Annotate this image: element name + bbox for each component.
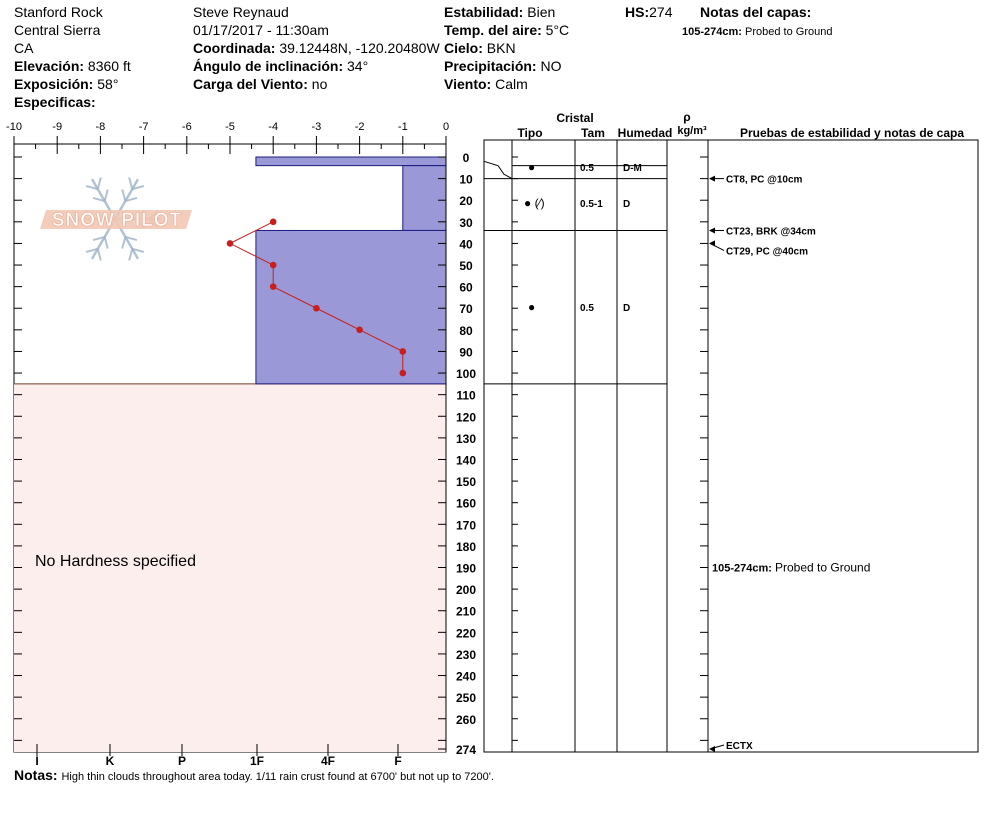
notes-text: High thin clouds throughout area today. 1/11 rain crust found at 6700' but not up to 7200'.: [61, 771, 494, 783]
location-name: Stanford Rock: [14, 4, 103, 20]
notes: [14, 767, 494, 785]
stability-test-label: CT8, PC @10cm: [726, 174, 803, 186]
depth-label: 200: [455, 583, 477, 598]
layer-note-range: 105-274cm:: [682, 26, 742, 38]
precip-label: Precipitación:: [444, 58, 537, 74]
hardness-label: 1F: [249, 754, 265, 768]
windload-label: Carga del Viento:: [193, 76, 308, 92]
depth-label: 110: [456, 388, 476, 403]
sky-label: Cielo:: [444, 40, 483, 56]
windload-value: no: [311, 76, 328, 92]
layer-notes-title: Notas del capas:: [700, 4, 812, 20]
depth-label: 0: [462, 151, 470, 165]
depth-label: 240: [455, 669, 477, 684]
stability-test-label: CT23, BRK @34cm: [726, 226, 816, 238]
temp-tick-label: -10: [6, 121, 22, 133]
header-density-unit: kg/m³: [677, 125, 707, 137]
header-cristal: Cristal: [556, 111, 594, 125]
depth-label: 70: [459, 302, 473, 317]
header-humedad: Humedad: [617, 126, 673, 140]
temp-tick-label: -5: [225, 121, 235, 133]
moisture: D: [623, 303, 631, 314]
temp-tick-label: 0: [442, 121, 450, 133]
stability-test-label: ECTX: [726, 741, 753, 752]
depth-label: 170: [455, 518, 477, 533]
sky-value: BKN: [486, 40, 516, 56]
header-rho: ρ: [683, 110, 691, 124]
notes-label: Notas:: [14, 767, 58, 783]
temp-tick-label: -4: [268, 121, 279, 133]
temperature-point: [270, 219, 277, 226]
depth-label: 20: [459, 194, 473, 209]
state-name: CA: [14, 40, 34, 56]
no-hardness-message: No Hardness specified: [35, 553, 196, 570]
hardness-bar: [403, 166, 446, 231]
hs-value: 274: [649, 4, 673, 20]
precip-value: NO: [540, 58, 562, 74]
depth-label: 120: [455, 410, 477, 425]
depth-label: 50: [459, 259, 473, 274]
depth-label: 10: [459, 172, 473, 187]
layer-details-panel: [484, 110, 978, 752]
layer-note-text: Probed to Ground: [775, 560, 871, 575]
hardness-label: F: [394, 754, 402, 768]
depth-label: 90: [459, 345, 473, 360]
temp-tick-label: -3: [311, 121, 322, 133]
depth-label: 260: [455, 712, 477, 727]
temperature-point: [227, 240, 234, 247]
stability-label: Estabilidad:: [444, 4, 524, 20]
observation-datetime: 01/17/2017 - 11:30am: [193, 22, 329, 38]
temperature-point: [356, 327, 363, 334]
hardness-label: P: [177, 754, 187, 768]
grain-size: 0.5: [580, 163, 594, 174]
temperature-point: [400, 348, 407, 355]
temperature-point: [270, 283, 277, 290]
grain-size: 0.5-1: [580, 199, 603, 210]
header-tam: Tam: [581, 126, 605, 140]
temp-tick-label: -2: [354, 121, 365, 133]
hardness-label: I: [35, 754, 39, 768]
grain-type: ● (⁄): [524, 196, 545, 210]
layer-note-range: 105-274cm:: [712, 562, 775, 575]
elevation-label: Elevación:: [14, 58, 85, 74]
airtemp-label: Temp. del aire:: [444, 22, 542, 38]
depth-label: 160: [455, 496, 477, 511]
airtemp-value: 5°C: [545, 22, 570, 38]
layer-note-text: Probed to Ground: [745, 26, 833, 38]
depth-label: 80: [459, 323, 473, 338]
hardness-label: 4F: [320, 754, 336, 768]
depth-label: 140: [455, 453, 477, 468]
slope-label: Ángulo de inclinación:: [193, 58, 344, 74]
observer-name: Steve Reynaud: [193, 4, 289, 20]
range-name: Central Sierra: [14, 22, 101, 38]
depth-label: 100: [455, 367, 477, 382]
depth-label: 150: [455, 475, 477, 490]
aspect-value: 58°: [97, 76, 119, 92]
moisture: D-M: [623, 163, 642, 174]
depth-label: 250: [455, 691, 477, 706]
header-tests: Pruebas de estabilidad y notas de capa: [739, 126, 965, 140]
depth-label: 60: [459, 280, 473, 295]
hardness-bar: [256, 230, 446, 383]
depth-label: 210: [455, 604, 477, 619]
grain-type: ●: [528, 300, 536, 314]
wind-label: Viento:: [444, 76, 492, 92]
elevation-value: 8360 ft: [87, 58, 131, 74]
coord-label: Coordinada:: [193, 40, 276, 56]
temp-tick-label: -1: [397, 121, 408, 133]
moisture: D: [623, 199, 631, 210]
depth-label: 220: [455, 626, 477, 641]
depth-label: 190: [455, 561, 477, 576]
stability-value: Bien: [527, 4, 556, 20]
hardness-bar: [256, 157, 446, 166]
stability-test-label: CT29, PC @40cm: [726, 246, 809, 258]
aspect-label: Exposición:: [14, 76, 94, 92]
specifics-label: Especificas:: [14, 94, 96, 110]
header-tipo: Tipo: [517, 126, 543, 140]
grain-type: ●: [528, 160, 536, 174]
temperature-point: [313, 305, 320, 312]
depth-label: 130: [455, 431, 477, 446]
temp-tick-label: -7: [138, 121, 149, 133]
hardness-label: K: [105, 754, 115, 768]
logo-text: SNOW PILOT: [51, 210, 183, 231]
temp-tick-label: -9: [52, 121, 63, 133]
temperature-point: [400, 370, 407, 377]
depth-label: 40: [459, 237, 473, 252]
depth-label: 30: [459, 215, 473, 230]
layer-note-in-chart: [712, 561, 870, 575]
coord-value: 39.12448N, -120.20480W: [279, 40, 440, 56]
wind-value: Calm: [495, 76, 528, 92]
hs-label: HS:: [625, 4, 650, 20]
depth-label: 274: [455, 743, 477, 757]
grain-size: 0.5: [580, 303, 594, 314]
temp-tick-label: -8: [95, 121, 106, 133]
temperature-point: [270, 262, 277, 269]
temp-tick-label: -6: [181, 121, 192, 133]
depth-label: 230: [455, 647, 477, 662]
slope-value: 34°: [347, 58, 369, 74]
depth-label: 180: [455, 539, 477, 554]
